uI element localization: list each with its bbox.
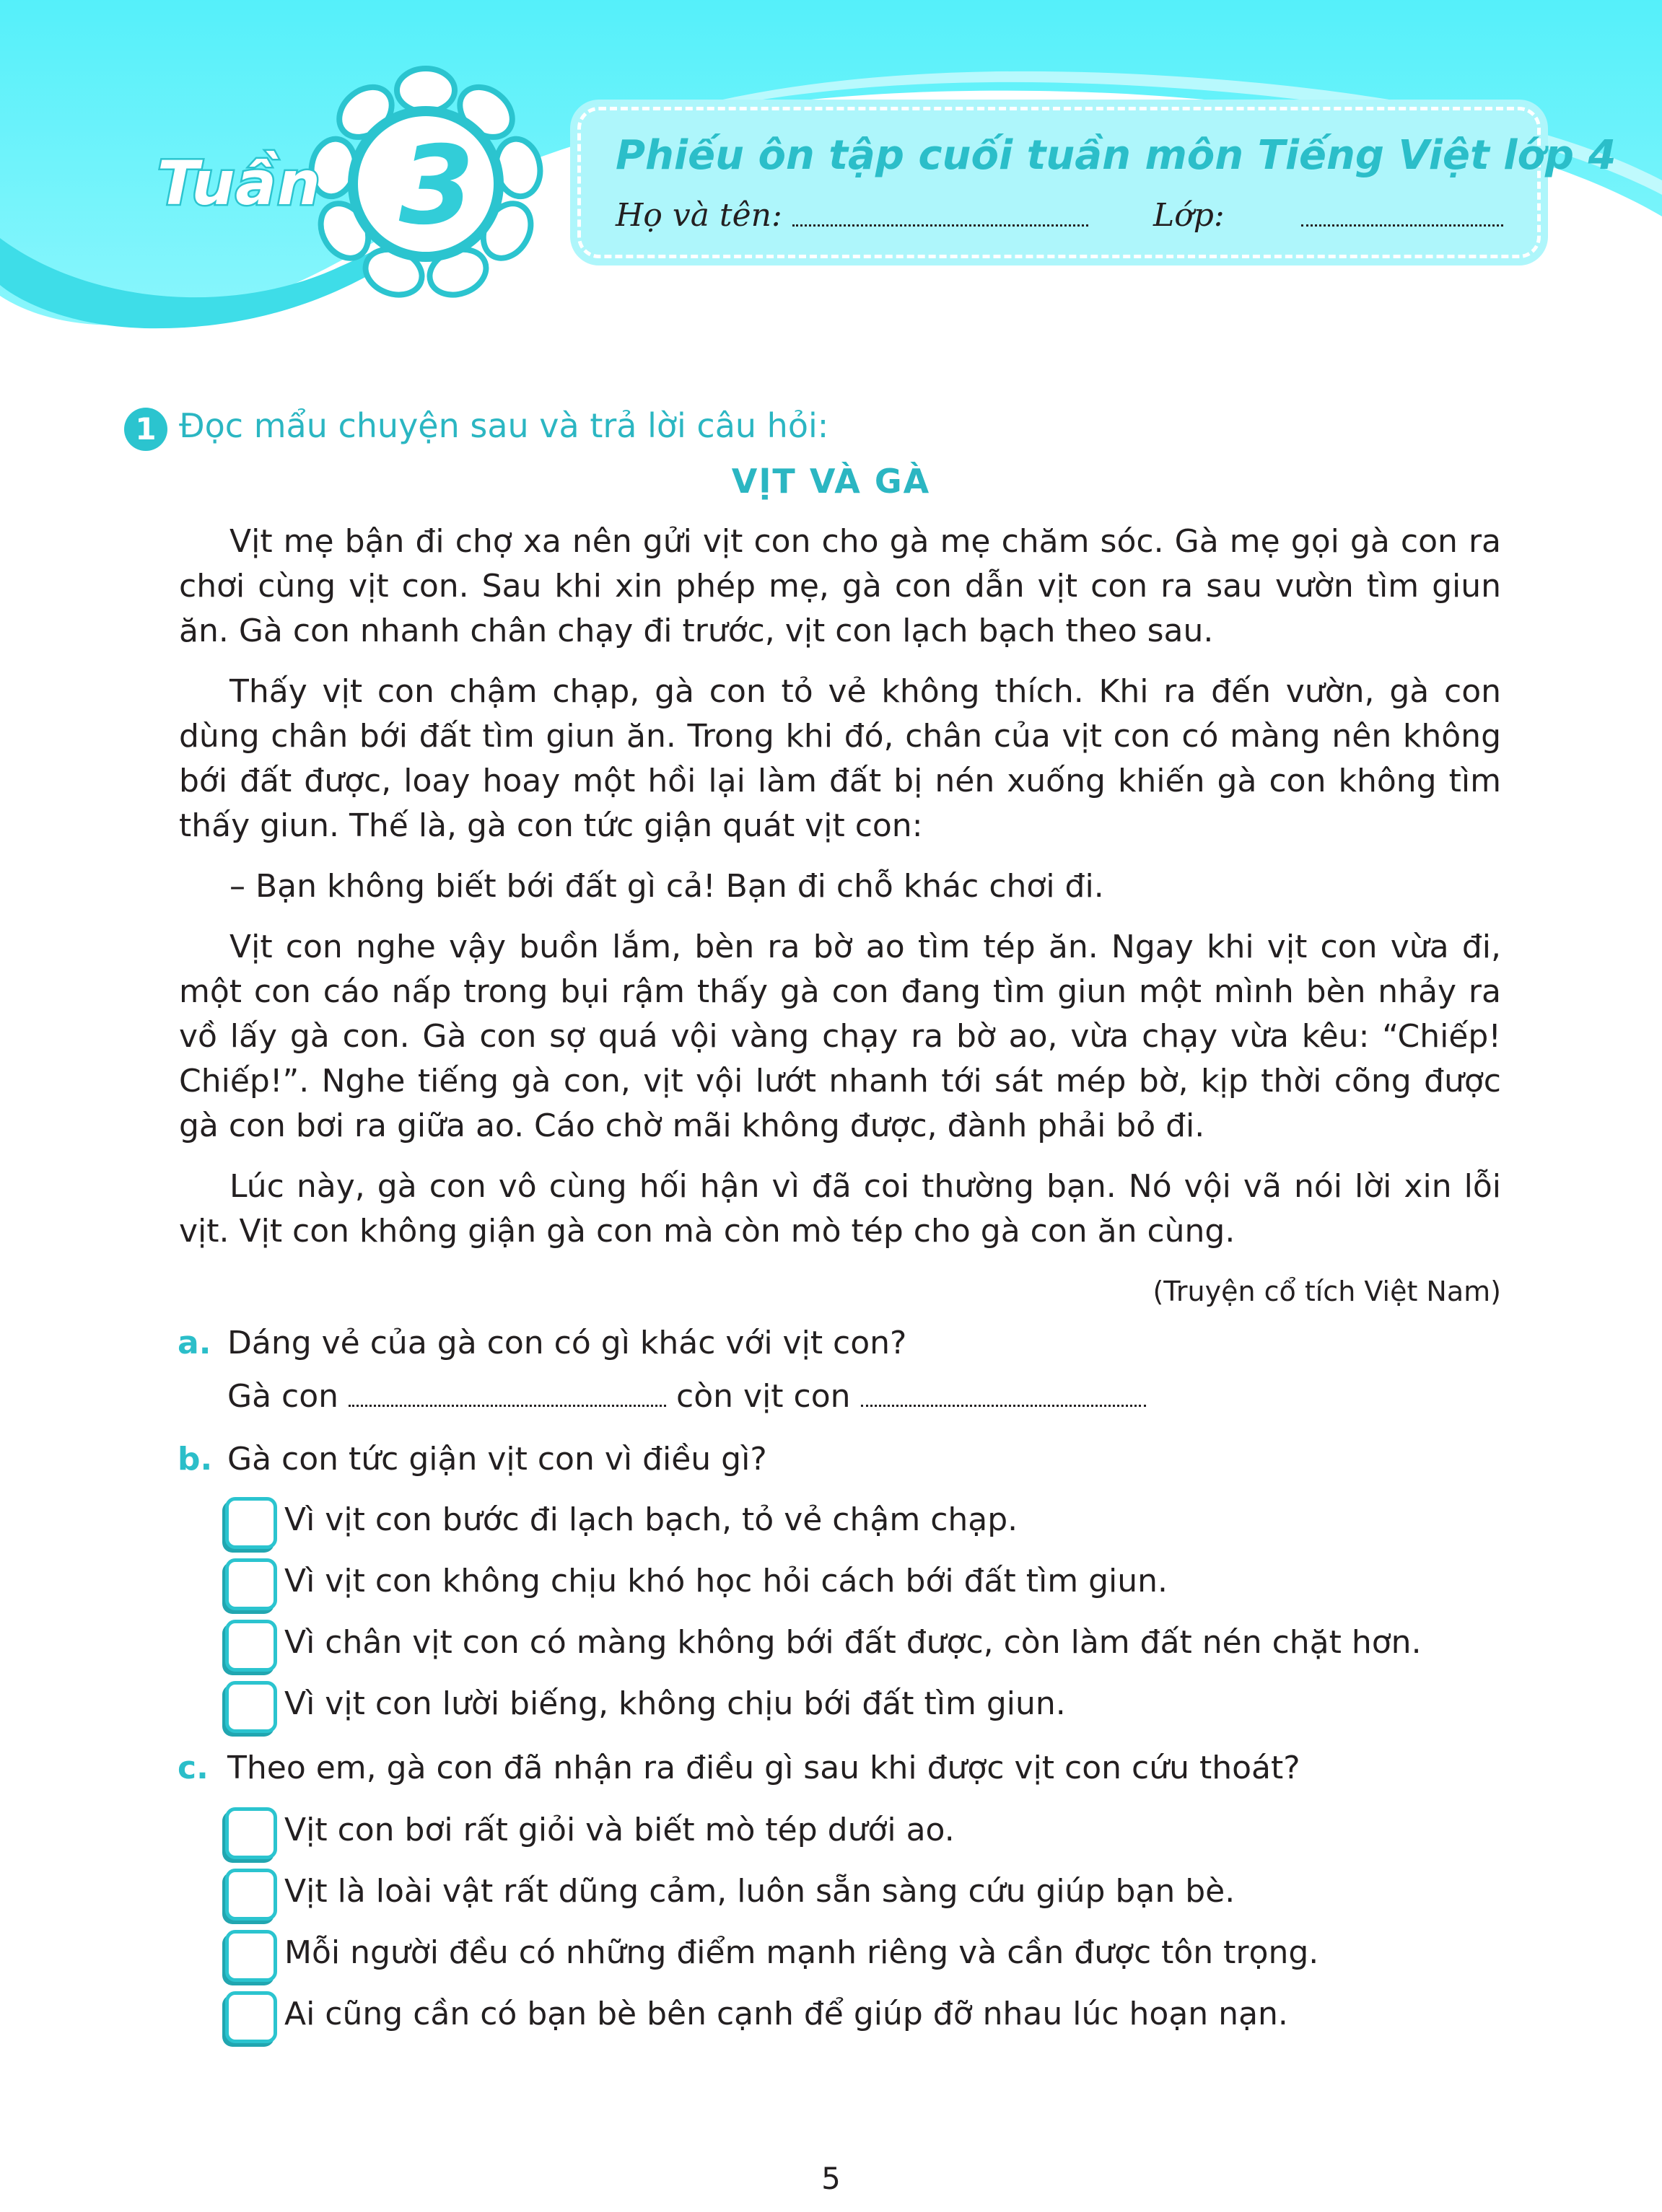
question-b-text: Gà con tức giận vịt con vì điều gì?	[227, 1441, 767, 1478]
story-text	[179, 519, 1501, 1270]
story-paragraph: Thấy vịt con chậm chạp, gà con tỏ vẻ không thích. Khi ra đến vườn, gà con dùng chân bới đất tìm giun ăn. Trong khi đó, chân của vịt con có màng nên không bới đất được, loay hoay một hồi lại làm đất bị nén xuống khiến gà con không tìm thấy giun. Thế là, gà con tức giận quát vịt con:	[179, 673, 1501, 844]
option-label: Vì vịt con bước đi lạch bạch, tỏ vẻ chậm chạp.	[284, 1501, 1018, 1538]
question-a-answer-line	[227, 1378, 1146, 1415]
worksheet-title: Phiếu ôn tập cuối tuần môn Tiếng Việt lớp 4	[616, 132, 1617, 179]
answer-middle: còn vịt con	[676, 1378, 851, 1415]
question-b-letter: b.	[178, 1441, 213, 1478]
question-c-letter: c.	[178, 1750, 209, 1786]
worksheet-title-box	[577, 107, 1617, 258]
answer-blank-2[interactable]	[861, 1379, 1146, 1407]
class-label: Lớp:	[1153, 197, 1225, 234]
story-paragraph: Vịt con nghe vậy buồn lắm, bèn ra bờ ao tìm tép ăn. Ngay khi vịt con vừa đi, một con cáo nấp trong bụi rậm thấy gà con đang tìm giun một mình bèn nhảy ra vồ lấy gà con. Gà con sợ quá vội vàng chạy ra bờ ao, vừa chạy vừa kêu: “Chiếp! Chiếp!”. Nghe tiếng gà con, vịt vội lướt nhanh tới sát mép bờ, kịp thời cõng được gà con bơi ra giữa ao. Cáo chờ mãi không được, đành phải bỏ đi.	[179, 929, 1501, 1144]
exercise-number-badge: 1	[124, 408, 167, 451]
week-number: 3	[398, 123, 475, 249]
answer-checkbox[interactable]	[225, 1991, 277, 2043]
class-field[interactable]	[1301, 224, 1503, 227]
name-label: Họ và tên:	[616, 197, 782, 234]
option-label: Vịt là loài vật rất dũng cảm, luôn sẵn sàng cứu giúp bạn bè.	[284, 1873, 1235, 1910]
story-paragraph: Lúc này, gà con vô cùng hối hận vì đã coi thường bạn. Nó vội vã nói lời xin lỗi vịt. Vịt con không giận gà con mà còn mò tép cho gà con ăn cùng.	[179, 1168, 1501, 1250]
student-info-fields	[616, 197, 1510, 240]
exercise-instruction: Đọc mẩu chuyện sau và trả lời câu hỏi:	[179, 406, 829, 445]
answer-checkbox[interactable]	[225, 1930, 277, 1982]
answer-checkbox[interactable]	[225, 1497, 277, 1549]
answer-checkbox[interactable]	[225, 1558, 277, 1610]
answer-checkbox[interactable]	[225, 1620, 277, 1672]
option-label: Vì vịt con lười biếng, không chịu bới đất tìm giun.	[284, 1685, 1066, 1722]
answer-blank-1[interactable]	[349, 1379, 666, 1407]
story-paragraph: Vịt mẹ bận đi chợ xa nên gửi vịt con cho gà mẹ chăm sóc. Gà mẹ gọi gà con ra chơi cùng vịt con. Sau khi xin phép mẹ, gà con dẫn vịt con ra sau vườn tìm giun ăn. Gà con nhanh chân chạy đi trước, vịt con lạch bạch theo sau.	[179, 523, 1501, 649]
option-label: Vì chân vịt con có màng không bới đất được, còn làm đất nén chặt hơn.	[284, 1624, 1422, 1661]
option-label: Vịt con bơi rất giỏi và biết mò tép dưới ao.	[284, 1812, 955, 1848]
answer-checkbox[interactable]	[225, 1869, 277, 1921]
story-source: (Truyện cổ tích Việt Nam)	[1153, 1276, 1501, 1307]
question-a-text: Dáng vẻ của gà con có gì khác với vịt con?	[227, 1325, 907, 1361]
answer-prefix: Gà con	[227, 1378, 339, 1415]
option-label: Vì vịt con không chịu khó học hỏi cách bới đất tìm giun.	[284, 1563, 1168, 1599]
question-a-letter: a.	[178, 1325, 211, 1361]
answer-checkbox[interactable]	[225, 1807, 277, 1859]
name-field[interactable]	[792, 224, 1088, 227]
story-title: VỊT VÀ GÀ	[731, 462, 931, 501]
option-label: Mỗi người đều có những điểm mạnh riêng và cần được tôn trọng.	[284, 1934, 1319, 1971]
question-c-text: Theo em, gà con đã nhận ra điều gì sau khi được vịt con cứu thoát?	[227, 1750, 1300, 1786]
story-paragraph: – Bạn không biết bới đất gì cả! Bạn đi chỗ khác chơi đi.	[229, 868, 1104, 905]
week-label: Tuần	[157, 148, 321, 219]
answer-checkbox[interactable]	[225, 1681, 277, 1733]
page-number: 5	[821, 2161, 841, 2196]
option-label: Ai cũng cần có bạn bè bên cạnh để giúp đỡ nhau lúc hoạn nạn.	[284, 1996, 1288, 2032]
